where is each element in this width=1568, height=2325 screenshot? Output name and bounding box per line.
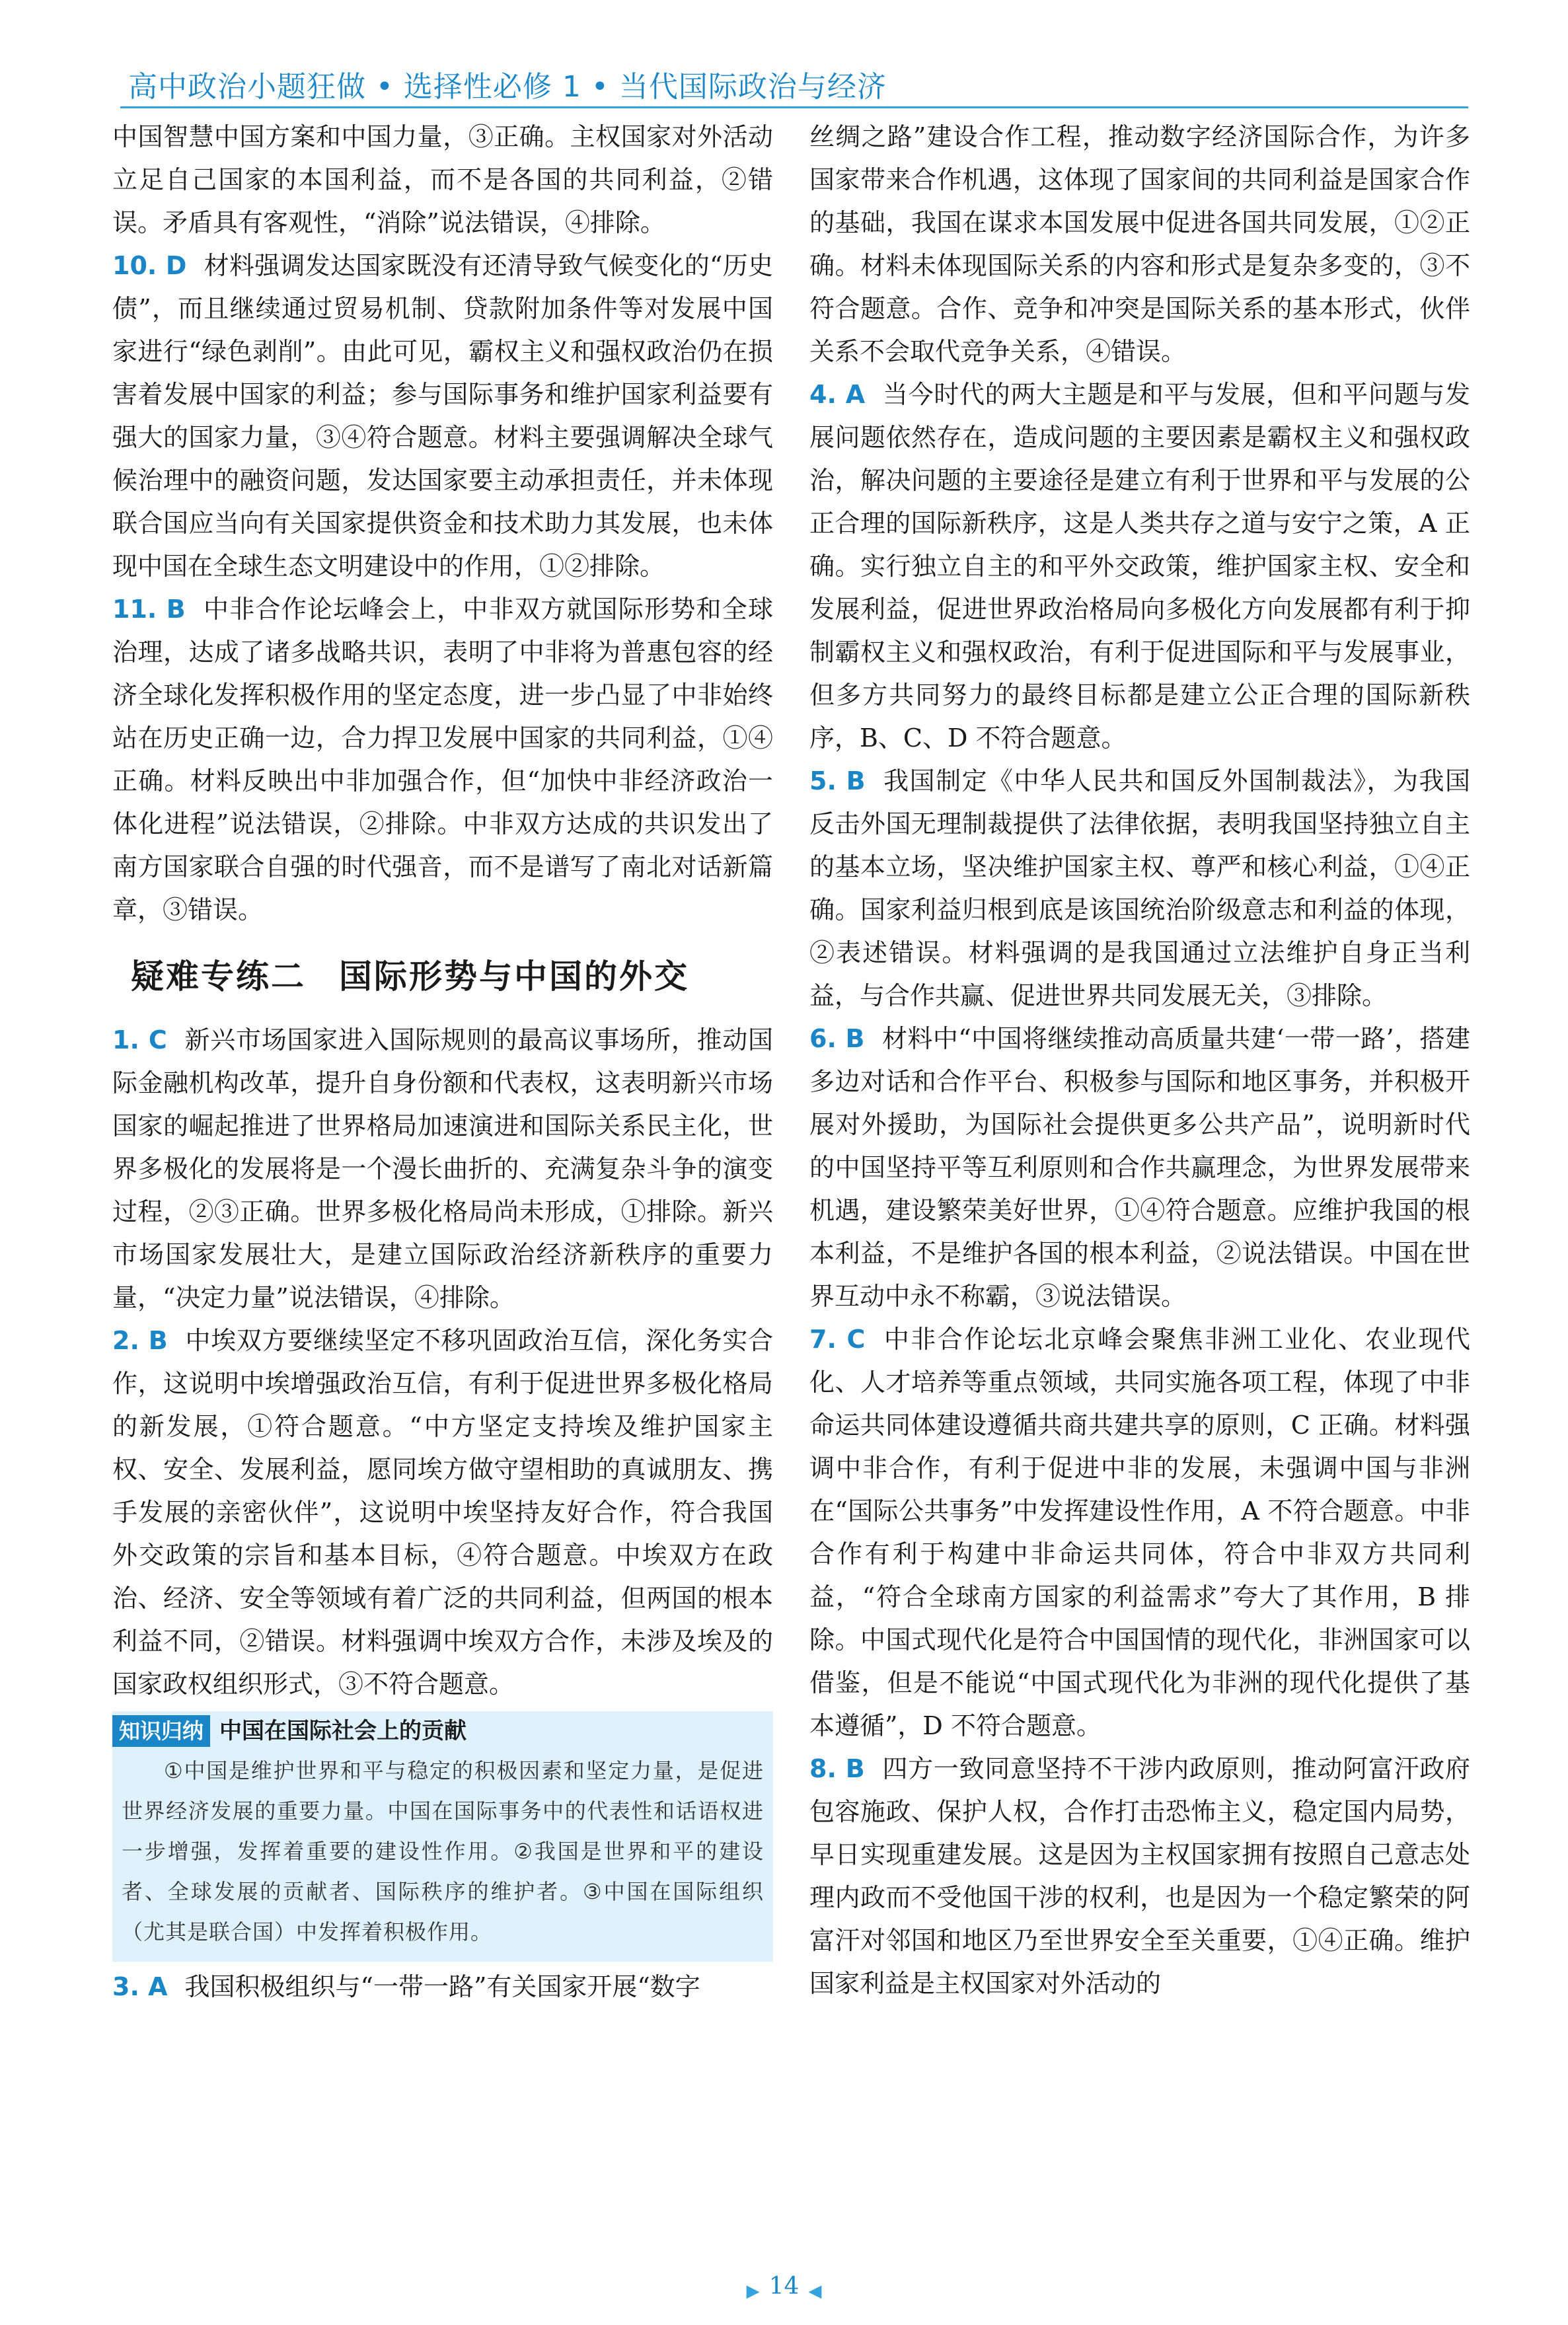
answer-8 xyxy=(809,1748,1470,2005)
answer-number: 3. A xyxy=(112,1972,168,2001)
right-column xyxy=(809,116,1470,2005)
answer-text: 材料中“中国将继续推动高质量共建‘一带一路’，搭建多边对话和合作平台、积极参与国际和地区事务，并积极开展对外援助，为国际社会提供更多公共产品”，说明新时代的中国坚持平等互利原则和合作共赢理念，为世界发展带来机遇，建设繁荣美好世界，①④符合题意。应维护我国的根本利益，不是维护各国的根本利益，②说法错误。中国在世界互动中永不称霸，③说法错误。 xyxy=(809,1024,1470,1311)
page-header xyxy=(120,63,1468,109)
answer-number: 8. B xyxy=(809,1754,865,1783)
answer-4 xyxy=(809,373,1470,760)
answer-text: 中埃双方要继续坚定不移巩固政治互信，深化务实合作，这说明中埃增强政治互信，有利于促进世界多极化格局的新发展，①符合题意。“中方坚定支持埃及维护国家主权、安全、发展利益，愿同埃方做守望相助的真诚朋友、携手发展的亲密伙伴”，这说明中埃坚持友好合作，符合我国外交政策的宗旨和基本目标，④符合题意。中埃双方在政治、经济、安全等领域有着广泛的共同利益，但两国的根本利益不同，②错误。材料强调中埃双方合作，未涉及埃及的国家政权组织形式，③不符合题意。 xyxy=(112,1326,773,1699)
page-number: 14 xyxy=(768,2273,800,2300)
answer-10 xyxy=(112,244,773,588)
arrow-left-icon: ◀ xyxy=(808,2281,822,2301)
answer-text: 中非合作论坛北京峰会聚焦非洲工业化、农业现代化、人才培养等重点领域，共同实施各项工程，体现了中非命运共同体建设遵循共商共建共享的原则，C 正确。材料强调中非合作，有利于促进中非的发展，未强调中国与非洲在“国际公共事务”中发挥建设性作用，A 不符合题意。中非合作有利于构建中非命运共同体，符合中非双方共同利益，“符合全球南方国家的利益需求”夸大了其作用，B 排除。中国式现代化是符合中国国情的现代化，非洲国家可以借鉴，但是不能说“中国式现代化为非洲的现代化提供了基本遵循”，D 不符合题意。 xyxy=(809,1325,1470,1740)
section-heading: 国际形势与中国的外交 xyxy=(339,957,689,996)
answer-text: 我国制定《中华人民共和国反外国制裁法》，为我国反击外国无理制裁提供了法律依据，表明我国坚持独立自主的基本立场，坚决维护国家主权、尊严和核心利益，①④正确。国家利益归根到底是该国统治阶级意志和利益的体现，②表述错误。材料强调的是我国通过立法维护自身正当利益，与合作共赢、促进世界共同发展无关，③排除。 xyxy=(809,766,1470,1010)
answer-1 xyxy=(112,1019,773,1319)
answer-7 xyxy=(809,1318,1470,1748)
header-title: 高中政治小题狂做 • 选择性必修 1 • 当代国际政治与经济 xyxy=(128,70,887,104)
answer-text: 材料强调发达国家既没有还清导致气候变化的“历史债”，而且继续通过贸易机制、贷款附加条件等对发展中国家进行“绿色剥削”。由此可见，霸权主义和强权政治仍在损害着发展中国家的利益；参与国际事务和维护国家利益要有强大的国家力量，③④符合题意。材料主要强调解决全球气候治理中的融资问题，发达国家要主动承担责任，并未体现联合国应当向有关国家提供资金和技术助力其发展，也未体现中国在全球生态文明建设中的作用，①②排除。 xyxy=(112,251,773,581)
knowledge-tag: 知识归纳 xyxy=(112,1715,210,1747)
answer-5 xyxy=(809,760,1470,1017)
answer-2 xyxy=(112,1319,773,1706)
knowledge-header xyxy=(112,1711,773,1751)
answer-11 xyxy=(112,588,773,932)
answer-text: 我国积极组织与“一带一路”有关国家开展“数字 xyxy=(184,1972,700,2001)
answer-3 xyxy=(112,1966,773,2009)
answer-3-continued: 丝绸之路”建设合作工程，推动数字经济国际合作，为许多国家带来合作机遇，这体现了国家间的共同利益是国家合作的基础，我国在谋求本国发展中促进各国共同发展，①②正确。材料未体现国际关系的内容和形式是复杂多变的，③不符合题意。合作、竞争和冲突是国际关系的基本形式，伙伴关系不会取代竞争关系，④错误。 xyxy=(809,122,1470,366)
answer-text: 当今时代的两大主题是和平与发展，但和平问题与发展问题依然存在，造成问题的主要因素是霸权主义和强权政治，解决问题的主要途径是建立有利于世界和平与发展的公正合理的国际新秩序，这是人类共存之道与安宁之策，A 正确。实行独立自主的和平外交政策，维护国家主权、安全和发展利益，促进世界政治格局向多极化方向发展都有利于抑制霸权主义和强权政治，有利于促进国际和平与发展事业，但多方共同努力的最终目标都是建立公正合理的国际新秩序，B、C、D 不符合题意。 xyxy=(809,380,1470,753)
answer-number: 4. A xyxy=(809,380,866,409)
knowledge-body: ①中国是维护世界和平与稳定的积极因素和坚定力量，是促进世界经济发展的重要力量。中国在国际事务中的代表性和话语权进一步增强，发挥着重要的建设性作用。②我国是世界和平的建设者、全球发展的贡献者、国际秩序的维护者。③中国在国际组织（尤其是联合国）中发挥着积极作用。 xyxy=(122,1758,764,1944)
header-rule xyxy=(120,106,1468,108)
answer-number: 6. B xyxy=(809,1024,865,1053)
knowledge-title: 中国在国际社会上的贡献 xyxy=(219,1717,467,1744)
section-label: 疑难专练二 xyxy=(131,957,306,996)
answer-text: 新兴市场国家进入国际规则的最高议事场所，推动国际金融机构改革，提升自身份额和代表权，这表明新兴市场国家的崛起推进了世界格局加速演进和国际关系民主化，世界多极化的发展将是一个漫长曲折的、充满复杂斗争的演变过程，②③正确。世界多极化格局尚未形成，①排除。新兴市场国家发展壮大，是建立国际政治经济新秩序的重要力量，“决定力量”说法错误，④排除。 xyxy=(112,1025,773,1312)
answer-number: 5. B xyxy=(809,766,866,795)
left-column xyxy=(112,116,773,2009)
answer-number: 10. D xyxy=(112,251,187,280)
section-title xyxy=(131,950,773,1003)
answer-number: 2. B xyxy=(112,1326,168,1355)
answer-number: 7. C xyxy=(809,1325,866,1354)
knowledge-box xyxy=(112,1711,773,1962)
answer-number: 11. B xyxy=(112,595,186,624)
arrow-right-icon: ▶ xyxy=(746,2281,760,2301)
answer-6 xyxy=(809,1017,1470,1318)
page-footer xyxy=(0,2273,1568,2301)
answer-text: 中非合作论坛峰会上，中非双方就国际形势和全球治理，达成了诸多战略共识，表明了中非将为普惠包容的经济全球化发挥积极作用的坚定态度，进一步凸显了中非始终站在历史正确一边，合力捍卫发展中国家的共同利益，①④正确。材料反映出中非加强合作，但“加快中非经济政治一体化进程”说法错误，②排除。中非双方达成的共识发出了南方国家联合自强的时代强音，而不是谱写了南北对话新篇章，③错误。 xyxy=(112,595,773,924)
answer-number: 1. C xyxy=(112,1025,167,1054)
answer-continued: 中国智慧中国方案和中国力量，③正确。主权国家对外活动立足自己国家的本国利益，而不是各国的共同利益，②错误。矛盾具有客观性，“消除”说法错误，④排除。 xyxy=(112,122,773,237)
answer-text: 四方一致同意坚持不干涉内政原则，推动阿富汗政府包容施政、保护人权，合作打击恐怖主义，稳定国内局势，早日实现重建发展。这是因为主权国家拥有按照自己意志处理内政而不受他国干涉的权利，也是因为一个稳定繁荣的阿富汗对邻国和地区乃至世界安全至关重要，①④正确。维护国家利益是主权国家对外活动的 xyxy=(809,1754,1470,1998)
